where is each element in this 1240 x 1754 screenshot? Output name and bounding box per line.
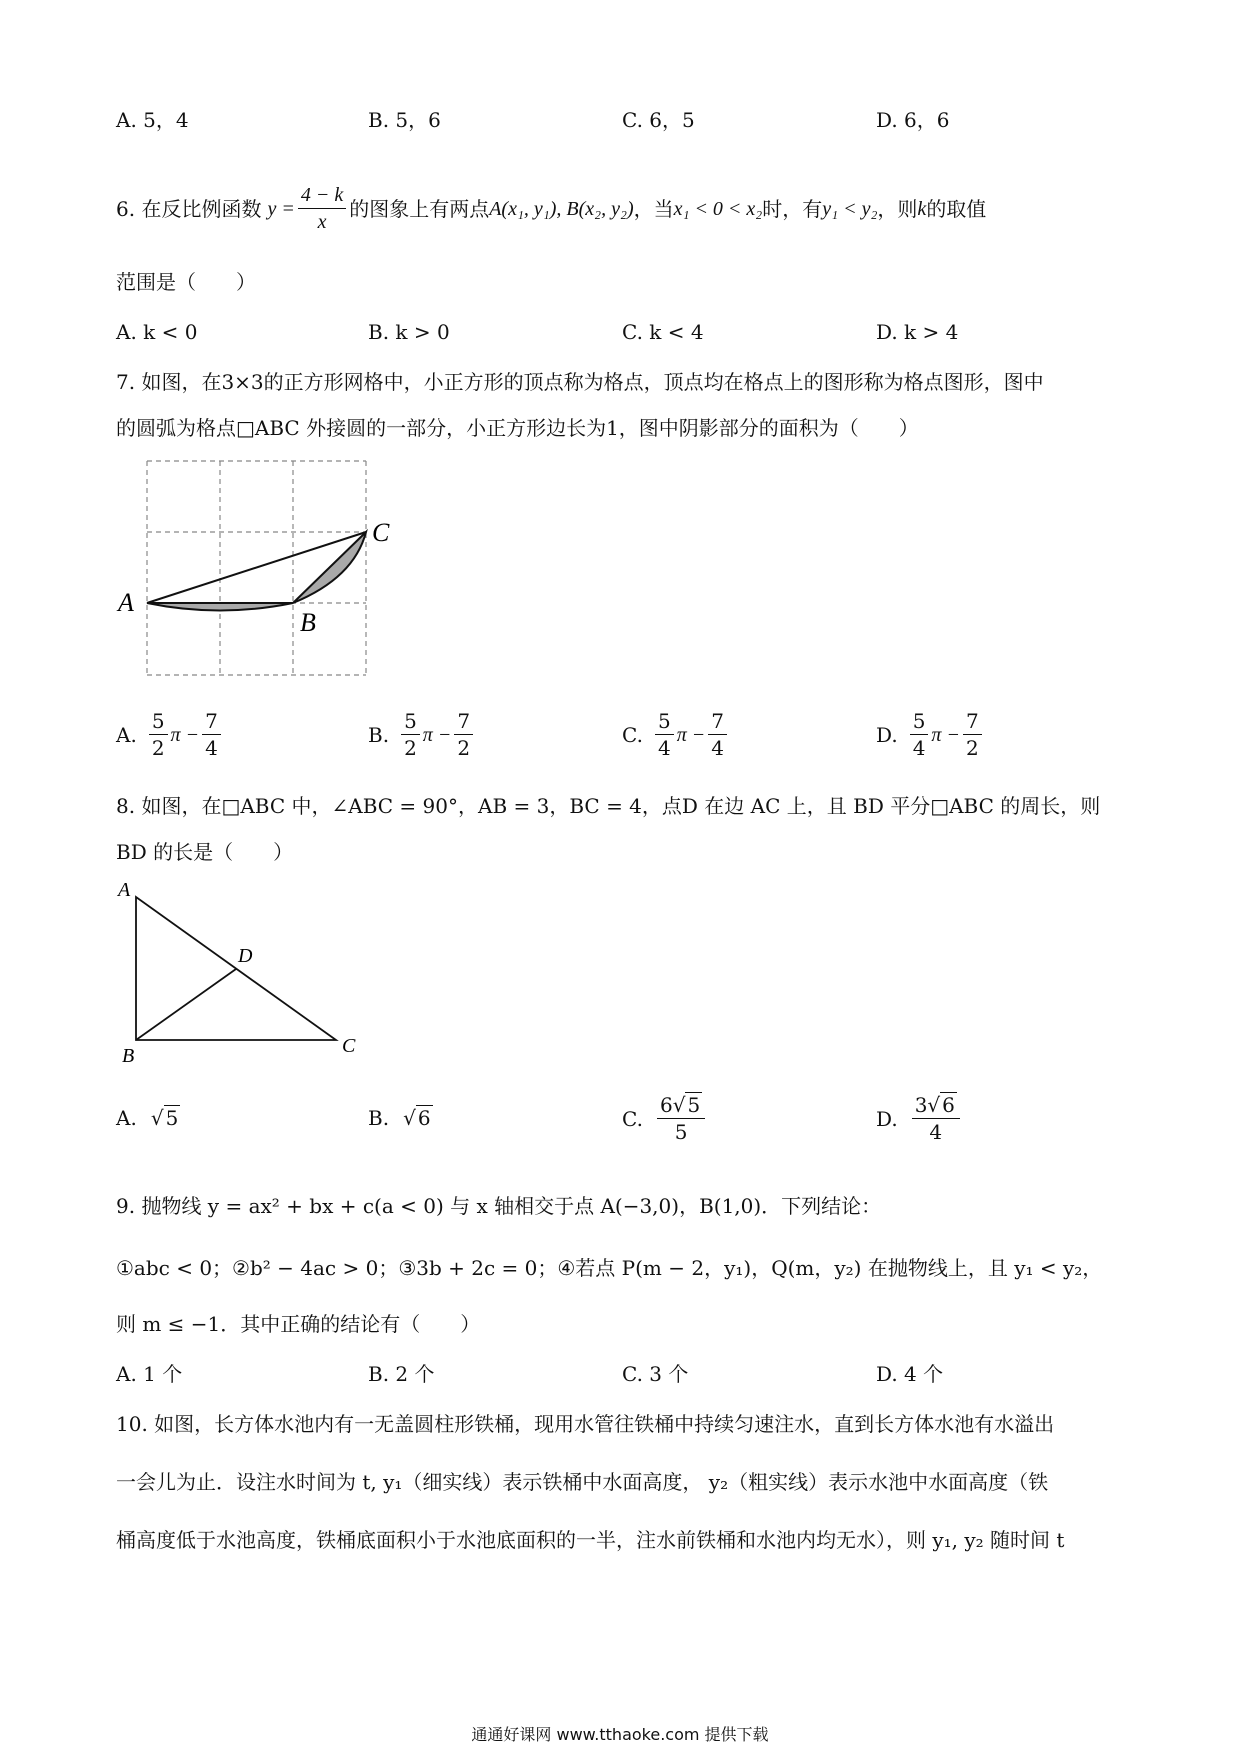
q7-b-n1: 5	[401, 708, 420, 735]
q6-func-y: y =	[267, 197, 295, 220]
q8-label-b: B	[122, 1045, 135, 1067]
q8-segment-bd	[136, 969, 236, 1040]
q7-c-n1: 5	[655, 708, 674, 735]
q6-text-e: ，则	[877, 196, 918, 221]
q9-line1: 9. 抛物线 y = ax² + bx + c(a < 0) 与 x 轴相交于点 A(−3,0)，B(1,0)．下列结论：	[116, 1194, 882, 1218]
q7-option-c-frac1	[655, 708, 674, 761]
q8-option-c-frac	[657, 1092, 705, 1145]
q9-option-c: C. 3 个	[622, 1362, 689, 1386]
q7-shaded-segment-ab	[147, 603, 293, 611]
q7-line2: 的圆弧为格点□ABC 外接圆的一部分，小正方形边长为1，图中阴影部分的面积为（ ）	[116, 416, 919, 440]
q8-c-rad: 5	[687, 1093, 701, 1117]
q6-fraction	[298, 182, 346, 235]
q8-triangle-figure	[110, 880, 370, 1070]
q7-option-c-letter: C.	[622, 722, 643, 747]
q8-option-b-letter: B.	[368, 1106, 390, 1130]
q8-label-c: C	[342, 1035, 356, 1057]
q9-option-a: A. 1 个	[116, 1362, 183, 1386]
q7-option-a-frac2	[202, 708, 221, 761]
q7-b-pi: π −	[422, 723, 452, 746]
q7-option-d-letter: D.	[876, 722, 898, 747]
q9-line2: ①abc < 0；②b² − 4ac > 0；③3b + 2c = 0；④若点 P(m − 2，y₁)，Q(m，y₂) 在抛物线上，且 y₁ < y₂，	[116, 1256, 1103, 1280]
q8-option-c	[622, 1092, 708, 1145]
q8-option-d-letter: D.	[876, 1106, 898, 1131]
q9-option-d: D. 4 个	[876, 1362, 944, 1386]
q6-stem	[116, 182, 986, 235]
q7-a-d2: 4	[205, 736, 218, 760]
q8-option-d	[876, 1092, 963, 1145]
q8-option-a-letter: A.	[116, 1106, 137, 1130]
q7-d-n1: 5	[910, 708, 929, 735]
q8-option-b-sqrt: √ 6	[403, 1106, 431, 1130]
q7-label-c: C	[372, 518, 390, 547]
q7-grid-figure	[110, 450, 430, 690]
q7-option-a	[116, 708, 224, 761]
q9-option-b: B. 2 个	[368, 1362, 435, 1386]
q6-option-d: D. k > 4	[876, 320, 959, 344]
q10-line2: 一会儿为止．设注水时间为 t, y₁（细实线）表示铁桶中水面高度， y₂（粗实线）表示水池中水面高度（铁	[116, 1470, 1049, 1494]
q8-line2: BD 的长是（ ）	[116, 840, 294, 864]
q7-c-n2: 7	[708, 708, 727, 735]
q6-text-b: 的图象上有两点	[349, 196, 490, 221]
q7-c-d1: 4	[657, 736, 671, 760]
q7-label-b: B	[300, 608, 316, 637]
q6-text-f: 的取值	[926, 196, 987, 221]
q8-d-den: 4	[929, 1120, 943, 1144]
q6-text-a: 6. 在反比例函数	[116, 196, 262, 221]
q7-option-a-letter: A.	[116, 722, 137, 747]
q8-d-num: 3√ 6	[912, 1092, 960, 1119]
q8-option-d-frac	[912, 1092, 960, 1145]
q8-option-c-letter: C.	[622, 1106, 643, 1131]
q6-line2: 范围是（ ）	[116, 270, 256, 294]
q8-label-a: A	[118, 880, 131, 901]
q8-a-rad: 5	[165, 1106, 179, 1130]
q10-line3: 桶高度低于水池高度，铁桶底面积小于水池底面积的一半，注水前铁桶和水池内均无水），则 y₁, y₂ 随时间 t	[116, 1528, 1065, 1552]
q5-option-b: B. 5，6	[368, 108, 441, 132]
q7-d-n2: 7	[963, 708, 982, 735]
q8-d-rad: 6	[942, 1093, 955, 1117]
q5-option-a: A. 5，4	[116, 108, 189, 132]
q7-option-a-frac1	[149, 708, 168, 761]
q7-d-pi: π −	[931, 723, 960, 746]
q7-option-d	[876, 708, 985, 761]
q7-c-pi: π −	[676, 723, 706, 746]
q8-c-den: 5	[674, 1120, 688, 1144]
q6-frac-den: x	[317, 211, 327, 233]
q6-var-k: k	[917, 197, 927, 220]
q8-option-b	[368, 1104, 433, 1132]
q7-a-d1: 2	[151, 736, 165, 760]
q6-cond2: y₁ < y₂	[822, 197, 878, 220]
q7-option-b-frac2	[454, 708, 473, 761]
q7-b-n2: 7	[454, 708, 473, 735]
q6-option-b: B. k > 0	[368, 320, 450, 344]
q7-option-b-letter: B.	[368, 722, 390, 747]
q6-option-a: A. k < 0	[116, 320, 198, 344]
q7-option-d-frac2	[963, 708, 982, 761]
q6-option-c: C. k < 4	[622, 320, 704, 344]
q7-option-c-frac2	[708, 708, 727, 761]
q8-c-num: 6√ 5	[657, 1092, 705, 1119]
q8-option-a-sqrt: √ 5	[150, 1106, 179, 1130]
q7-option-b	[368, 708, 476, 761]
q7-shaded-segment-bc	[293, 532, 366, 603]
q7-a-n2: 7	[202, 708, 221, 735]
q8-d-coef: 3	[914, 1093, 928, 1117]
q8-label-d: D	[238, 945, 253, 967]
q8-b-rad: 6	[417, 1106, 431, 1130]
q6-frac-num: 4 − k	[298, 182, 346, 209]
q6-text-d: 时，有	[762, 196, 823, 221]
footer-source: 通通好课网 www.tthaoke.com 提供下载	[471, 1725, 769, 1744]
q7-b-d2: 2	[457, 736, 471, 760]
q7-a-pi: π −	[170, 723, 200, 746]
q7-option-d-frac1	[910, 708, 929, 761]
q10-line1: 10. 如图，长方体水池内有一无盖圆柱形铁桶，现用水管往铁桶中持续匀速注水，直到长方体水池有水溢出	[116, 1412, 1055, 1436]
q6-points: A(x₁, y₁), B(x₂, y₂)	[489, 197, 634, 220]
q9-line3: 则 m ≤ −1．其中正确的结论有（ ）	[116, 1312, 481, 1336]
q7-c-d2: 4	[711, 736, 724, 760]
q7-option-c	[622, 708, 730, 761]
q7-line1: 7. 如图，在3×3的正方形网格中，小正方形的顶点称为格点，顶点均在格点上的图形称为格点图形，图中	[116, 370, 1044, 394]
q8-line1: 8. 如图，在□ABC 中，∠ABC = 90°，AB = 3，BC = 4，点D 在边 AC 上，且 BD 平分□ABC 的周长，则	[116, 794, 1101, 818]
q8-c-coef: 6	[659, 1093, 673, 1117]
q5-option-d: D. 6，6	[876, 108, 950, 132]
q7-d-d2: 2	[965, 736, 979, 760]
q7-label-a: A	[118, 588, 134, 617]
q6-text-c: ，当	[633, 196, 674, 221]
q5-option-c: C. 6，5	[622, 108, 695, 132]
q6-cond: x₁ < 0 < x₂	[673, 197, 763, 220]
q7-d-d1: 4	[912, 736, 926, 760]
q7-option-b-frac1	[401, 708, 420, 761]
q7-b-d1: 2	[404, 736, 417, 760]
q8-option-a	[116, 1104, 180, 1132]
q7-a-n1: 5	[149, 708, 168, 735]
